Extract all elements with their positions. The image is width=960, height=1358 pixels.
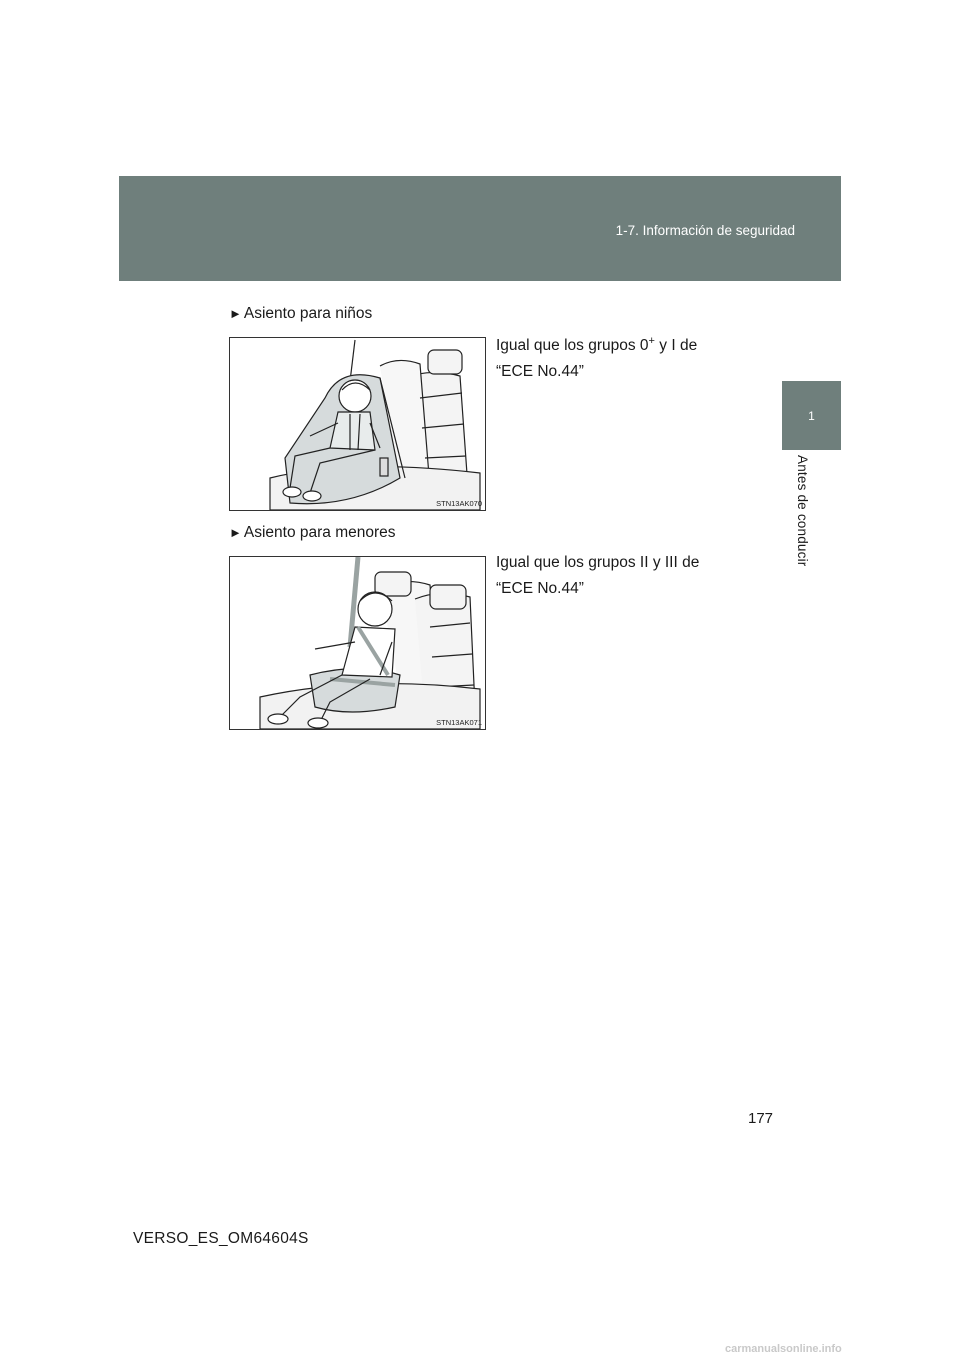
header-band [119,176,841,281]
desc-line-1: Igual que los grupos II y III de [496,554,700,571]
desc-child-seat [496,333,744,385]
triangle-marker-icon: ► [229,525,242,540]
heading-child-seat [229,305,372,323]
figure-code: STN13AK070 [436,499,482,508]
junior-seat-illustration [230,557,485,729]
figure-junior-seat [229,556,486,730]
desc-line-2: “ECE No.44” [496,580,584,597]
heading-junior-seat [229,524,396,542]
desc-line-2: “ECE No.44” [496,363,584,380]
chapter-tab [782,381,841,450]
page-number: 177 [748,1110,774,1127]
document-code: VERSO_ES_OM64604S [133,1230,309,1247]
figure-code: STN13AK071 [436,718,482,727]
watermark: carmanualsonline.info [725,1343,842,1355]
triangle-marker-icon: ► [229,306,242,321]
heading-text: Asiento para menores [243,524,396,541]
section-title: 1-7. Información de seguridad [615,223,795,238]
desc-junior-seat [496,550,744,602]
child-seat-illustration [230,338,485,510]
desc-line-1: Igual que los grupos 0+ y I de [496,334,698,354]
chapter-number: 1 [808,409,815,423]
figure-child-seat [229,337,486,511]
heading-text: Asiento para niños [243,305,373,322]
chapter-label: Antes de conducir [795,455,810,567]
